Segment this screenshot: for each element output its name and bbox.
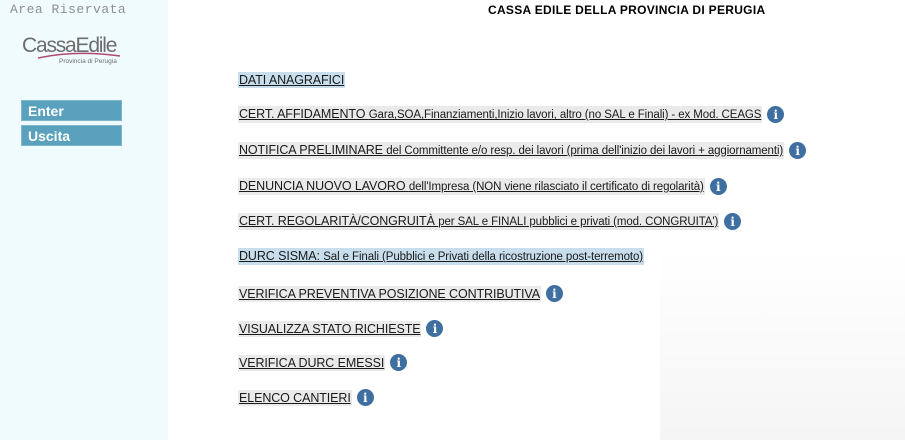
elenco-cantieri-link[interactable]: ELENCO CANTIERI	[239, 390, 351, 405]
menu-item-visualizza-stato	[238, 320, 443, 337]
menu-item-dati-anagrafici	[238, 71, 345, 88]
info-icon[interactable]: i	[357, 389, 374, 406]
info-icon[interactable]: i	[546, 285, 563, 302]
info-icon[interactable]: i	[724, 213, 741, 230]
background-decoration	[660, 250, 905, 440]
menu-item-cert-regolarita	[238, 213, 741, 230]
menu-item-verifica-preventiva	[238, 285, 563, 302]
menu-item-elenco-cantieri	[238, 389, 374, 406]
menu-item-verifica-durc	[238, 354, 407, 371]
dati-anagrafici-link[interactable]: DATI ANAGRAFICI	[239, 72, 345, 87]
cassa-edile-logo	[22, 34, 124, 70]
menu-item-cert-affidamento	[238, 106, 784, 123]
logo-brand-text: CassaEdile	[22, 34, 117, 57]
cert-regolarita-link[interactable]: CERT. REGOLARITÀ/CONGRUITÀ per SAL e FINALI pubblici e privati (mod. CONGRUITA')	[239, 214, 719, 228]
sidebar	[0, 0, 168, 440]
visualizza-stato-link[interactable]: VISUALIZZA STATO RICHIESTE	[239, 321, 421, 336]
info-icon[interactable]: i	[767, 106, 784, 123]
durc-sisma-link[interactable]: DURC SISMA: Sal e Finali (Pubblici e Privati della ricostruzione post-terremoto)	[239, 249, 644, 263]
menu-item-denuncia-nuovo-lavoro	[238, 178, 727, 195]
menu-item-notifica-preliminare	[238, 142, 806, 159]
verifica-preventiva-link[interactable]: VERIFICA PREVENTIVA POSIZIONE CONTRIBUTIVA	[239, 286, 540, 301]
menu-item-durc-sisma	[238, 248, 644, 265]
info-icon[interactable]: i	[390, 354, 407, 371]
info-icon[interactable]: i	[789, 142, 806, 159]
notifica-preliminare-link[interactable]: NOTIFICA PRELIMINARE del Committente e/o resp. dei lavori (prima dell'inizio dei lavori + aggiornamenti)	[239, 143, 784, 157]
info-icon[interactable]: i	[710, 178, 727, 195]
enter-button[interactable]: Enter	[21, 100, 122, 121]
info-icon[interactable]: i	[426, 320, 443, 337]
area-riservata-label: Area Riservata	[10, 2, 127, 17]
verifica-durc-link[interactable]: VERIFICA DURC EMESSI	[239, 355, 385, 370]
denuncia-nuovo-lavoro-link[interactable]: DENUNCIA NUOVO LAVORO dell'Impresa (NON viene rilasciato il certificato di regolarità)	[239, 179, 704, 193]
logo-subtitle: Provincia di Perugia	[59, 58, 117, 65]
cert-affidamento-link[interactable]: CERT. AFFIDAMENTO Gara,SOA,Finanziamenti,Inizio lavori, altro (no SAL e Finali) - ex Mod. CEAGS	[239, 107, 762, 121]
page-title: CASSA EDILE DELLA PROVINCIA DI PERUGIA	[488, 3, 766, 17]
uscita-button[interactable]: Uscita	[21, 125, 122, 146]
